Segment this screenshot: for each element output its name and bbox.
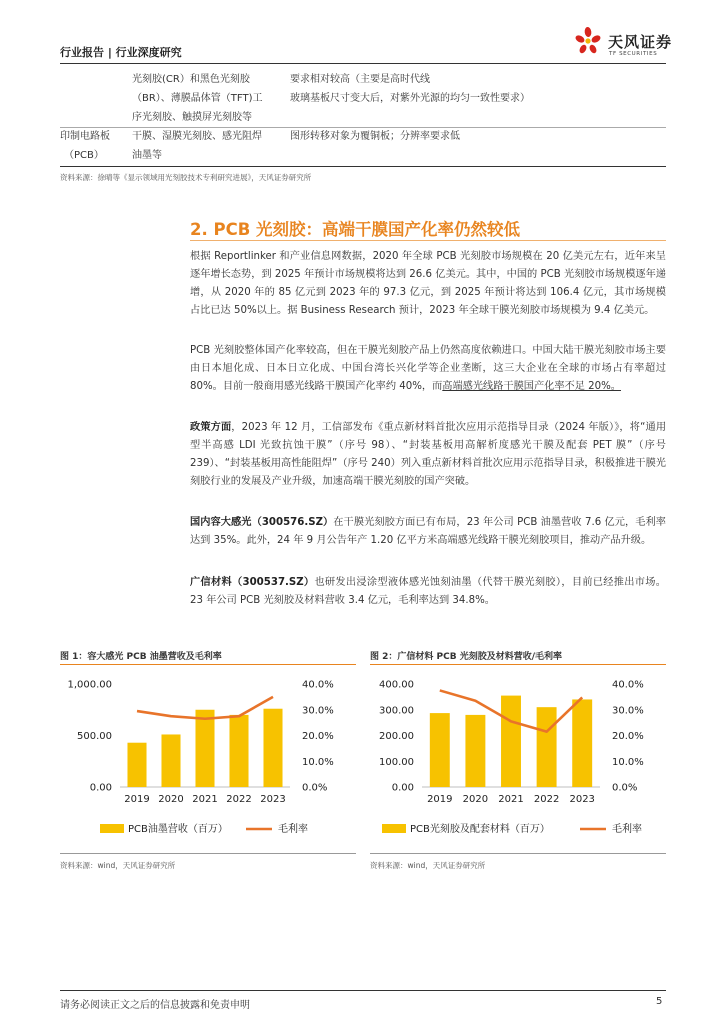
bar-2019 xyxy=(430,713,450,787)
figure1-source: 资料来源：wind，天风证券研究所 xyxy=(60,861,176,870)
figure2-title-rule xyxy=(370,664,666,665)
figure2-source: 资料来源：wind，天风证券研究所 xyxy=(370,861,486,870)
y-left-tick-label: 500.00 xyxy=(77,731,112,742)
report-type-label: 行业报告 | 行业深度研究 xyxy=(60,46,182,59)
y-right-tick-label: 10.0% xyxy=(612,756,644,768)
page-number: 5 xyxy=(656,996,663,1007)
figure1-bottom-rule xyxy=(60,853,356,854)
figure1-chart xyxy=(60,668,360,850)
y-right-tick-label: 40.0% xyxy=(612,679,644,691)
logo-text-en: TF SECURITIES xyxy=(609,51,658,57)
y-left-tick-label: 200.00 xyxy=(379,731,414,742)
x-tick-label: 2019 xyxy=(124,794,150,805)
bar-2020 xyxy=(161,734,180,787)
logo-flower-icon xyxy=(574,27,602,55)
table-row-2-col2: 图形转移对象为覆铜板；分辨率要求低 xyxy=(290,131,460,142)
x-tick-label: 2023 xyxy=(569,794,595,805)
paragraph-guangxin: 广信材料（300537.SZ）也研发出浸涂型液体感光蚀刻油墨（代替干膜光刻胶），目前已经推出市场。23 年公司 PCB 光刻胶及材料营收 3.4 亿元，毛利率达到 34.8%。 xyxy=(190,577,666,606)
bar-2019 xyxy=(127,743,146,787)
x-tick-label: 2022 xyxy=(533,794,560,805)
table-bottom-rule xyxy=(60,166,666,167)
paragraph-rongda: 国内容大感光（300576.SZ）在干膜光刻胶方面已有布局，23 年公司 PCB 油墨营收 7.6 亿元，毛利率达到 35%。此外，24 年 9 月公告年产 1.20 亿平方米高端感光线路干膜光刻胶项目，推动产品升级。 xyxy=(190,517,666,546)
table-row-1-col1: 光刻胶(CR）和黑色光刻胶 （BR）、薄膜晶体管（TFT)工 序光刻胶、触摸屏光刻胶等 xyxy=(132,74,263,123)
section-title: 2. PCB 光刻胶：高端干膜国产化率仍然较低 xyxy=(190,220,521,239)
table-row-2-col0: 印制电路板 （PCB） xyxy=(60,131,110,161)
figure2-title: 图 2：广信材料 PCB 光刻胶及材料营收/毛利率 xyxy=(370,652,563,662)
legend-bar-label: PCB光刻胶及配套材料（百万） xyxy=(410,824,550,835)
figure2-chart xyxy=(370,668,670,850)
bar-2023 xyxy=(572,699,592,787)
y-right-tick-label: 0.0% xyxy=(612,782,638,794)
y-right-tick-label: 20.0% xyxy=(302,731,334,742)
x-tick-label: 2021 xyxy=(192,794,218,805)
paragraph-policy: 政策方面，2023 年 12 月，工信部发布《重点新材料首批次应用示范指导目录（2024 年版）》，将“通用型半高感 LDI 光致抗蚀干膜”（序号 98）、“封装基板用高解析度感光干膜及配套 PET 膜”（序号 239）、“封装基板用高性能阻焊”（序号 240）列入重点新材料首批次应用示范指导目录，积极推进干膜光刻胶行业的发展及产业升级，加速高端干膜光刻胶的国产突破。 xyxy=(190,422,667,487)
table-source: 资料来源：徐晴等《显示领域用光刻胶技术专利研究进展》，天风证券研究所 xyxy=(60,173,312,182)
y-right-tick-label: 40.0% xyxy=(302,679,334,691)
legend-line-label: 毛利率 xyxy=(278,824,308,835)
paragraph-localization: PCB 光刻胶整体国产化率较高，但在干膜光刻胶产品上仍然高度依赖进口。中国大陆干膜光刻胶市场主要由日本旭化成、日本日立化成、中国台湾长兴化学等企业垄断，这三大企业在全球的市场占有率超过 80%。目前一般商用感光线路干膜国产化率约 40%，而高端感光线路干膜国产化率不足 20%。 xyxy=(190,345,666,392)
x-tick-label: 2019 xyxy=(427,794,453,805)
bar-2022 xyxy=(229,715,248,787)
paragraph-market-size: 根据 Reportlinker 和产业信息网数据，2020 年全球 PCB 光刻胶市场规模在 20 亿美元左右，近年来呈逐年增长态势，到 2025 年预计市场规模将达到 26.6 亿美元。其中，中国的 PCB 光刻胶市场规模逐年递增，从 2020 年的 85 亿元到 2023 年的 97.3 亿元，到 2025 年预计将达到 106.4 亿元，其市场规模占比已达 50%以上。据 Business Research 预计，2023 年全球干膜光刻胶市场规模为 9.4 亿美元。 xyxy=(190,251,666,316)
y-right-tick-label: 30.0% xyxy=(302,705,334,717)
y-right-tick-label: 0.0% xyxy=(302,782,328,794)
bar-2020 xyxy=(465,715,485,787)
y-left-tick-label: 0.00 xyxy=(89,782,112,794)
header-rule xyxy=(60,63,666,64)
footer-disclaimer: 请务必阅读正文之后的信息披露和免责申明 xyxy=(60,1000,250,1011)
figure1-title-rule xyxy=(60,664,356,665)
y-left-tick-label: 0.00 xyxy=(391,782,414,794)
figure2-bottom-rule xyxy=(370,853,666,854)
x-tick-label: 2023 xyxy=(260,794,286,805)
logo-text-cn: 天风证券 xyxy=(608,33,673,51)
y-left-tick-label: 300.00 xyxy=(379,705,414,717)
x-tick-label: 2022 xyxy=(226,794,252,805)
table-row-2-col1: 干膜、湿膜光刻胶、感光阻焊 油墨等 xyxy=(132,131,262,161)
y-left-tick-label: 1,000.00 xyxy=(67,679,112,691)
x-tick-label: 2021 xyxy=(498,794,524,805)
legend-bar-swatch xyxy=(100,824,124,833)
highlight-high-end-rate: 高端感光线路干膜国产化率不足 20%。 xyxy=(442,381,621,392)
y-left-tick-label: 100.00 xyxy=(379,756,414,768)
bar-2021 xyxy=(501,696,521,787)
y-right-tick-label: 20.0% xyxy=(612,731,644,742)
x-tick-label: 2020 xyxy=(462,794,489,805)
bar-2023 xyxy=(263,709,282,787)
y-right-tick-label: 30.0% xyxy=(612,705,644,717)
bar-2022 xyxy=(537,707,557,787)
x-tick-label: 2020 xyxy=(158,794,184,805)
bar-2021 xyxy=(195,710,214,787)
legend-bar-label: PCB油墨营收（百万） xyxy=(128,824,228,835)
legend-line-label: 毛利率 xyxy=(612,824,642,835)
legend-bar-swatch xyxy=(382,824,406,833)
y-left-tick-label: 400.00 xyxy=(379,679,414,691)
table-row-1-col2: 要求相对较高（主要是高时代线 玻璃基板尺寸变大后，对紫外光源的均匀一致性要求） xyxy=(290,74,530,104)
section-title-rule xyxy=(190,240,666,241)
footer-rule xyxy=(60,990,666,991)
figure1-title: 图 1：容大感光 PCB 油墨营收及毛利率 xyxy=(60,652,222,662)
y-right-tick-label: 10.0% xyxy=(302,756,334,768)
